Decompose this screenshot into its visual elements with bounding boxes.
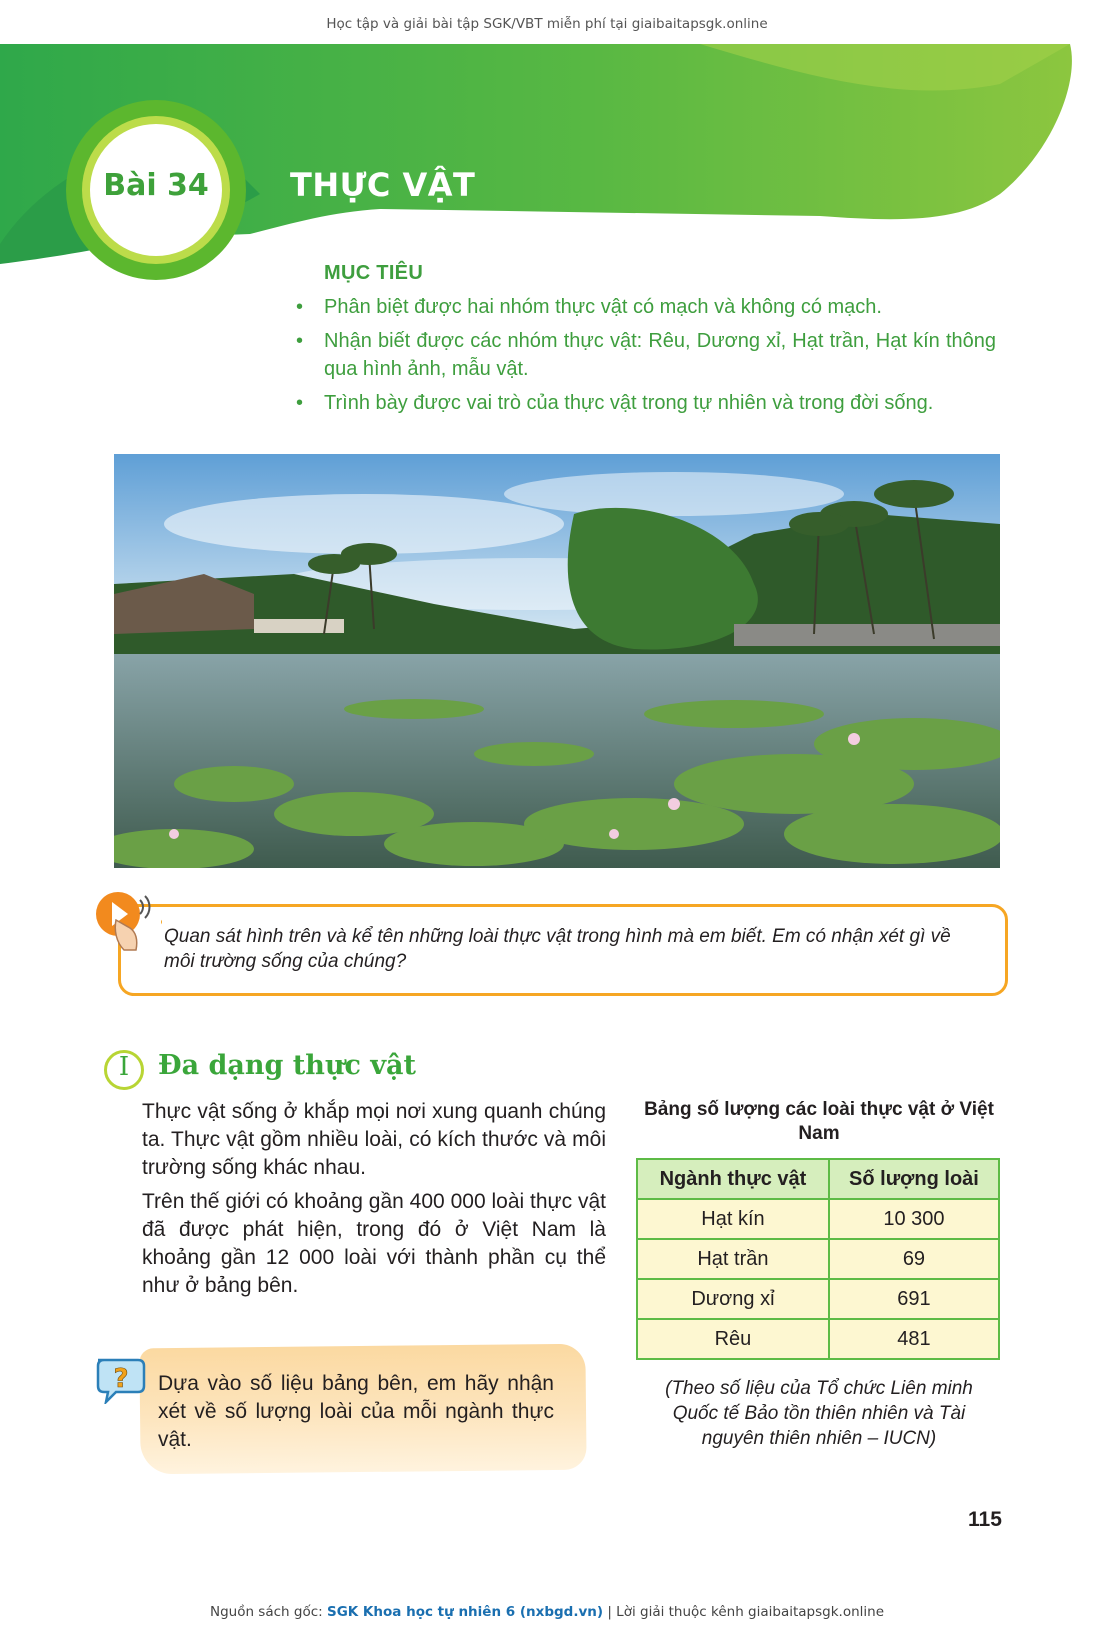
lesson-title: THỰC VẬT (290, 166, 476, 204)
table-cell: Dương xỉ (637, 1279, 829, 1319)
body-paragraph: Trên thế giới có khoảng gần 400 000 loài thực vật đã được phát hiện, trong đó ở Việt Nam là khoảng gần 12 000 loài với thành phần cụ thể như ở bảng bên. (142, 1190, 606, 1297)
hand-pointer-icon (90, 884, 162, 956)
table-cell: Hạt trần (637, 1239, 829, 1279)
table-header-cell: Số lượng loài (829, 1159, 999, 1199)
table-cell: 691 (829, 1279, 999, 1319)
lake-photo (114, 454, 1000, 868)
question-icon-glyph: ? (113, 1364, 129, 1394)
table-cell: 481 (829, 1319, 999, 1359)
table-cell: 10 300 (829, 1199, 999, 1239)
objective-item: • Nhận biết được các nhóm thực vật: Rêu, Dương xỉ, Hạt trần, Hạt kín thông qua hình ảnh, mẫu vật. (292, 327, 996, 383)
footer-prefix: Nguồn sách gốc: (209, 1604, 327, 1620)
table-row (637, 1279, 999, 1319)
species-table (636, 1158, 1000, 1360)
body-paragraph: Thực vật sống ở khắp mọi nơi xung quanh chúng ta. Thực vật gồm nhiều loài, có kích thước và môi trường sống khác nhau. (142, 1100, 606, 1179)
observe-text: Quan sát hình trên và kể tên những loài thực vật trong hình mà em biết. Em có nhận xét gì về môi trường sống của chúng? (164, 926, 951, 972)
table-cell: Hạt kín (637, 1199, 829, 1239)
table-cell: 69 (829, 1239, 999, 1279)
question-text: Dựa vào số liệu bảng bên, em hãy nhận xét về số lượng loài của mỗi ngành thực vật. (158, 1372, 554, 1451)
table-row (637, 1239, 999, 1279)
table-cell: Rêu (637, 1319, 829, 1359)
objectives-section (292, 262, 996, 423)
lesson-number: Bài 34 (103, 168, 209, 203)
table-header-row (637, 1159, 999, 1199)
section-number: I (118, 1052, 130, 1082)
footer-suffix: | Lời giải thuộc kênh giaibaitapsgk.online (603, 1604, 885, 1620)
section-body (142, 1098, 606, 1306)
table-row (637, 1319, 999, 1359)
objective-item: • Trình bày được vai trò của thực vật trong tự nhiên và trong đời sống. (292, 389, 996, 417)
objectives-list (292, 293, 996, 417)
question-mark-icon (94, 1356, 150, 1404)
section-title: Đa dạng thực vật (158, 1050, 417, 1081)
table-caption: Bảng số lượng các loài thực vật ở Việt Nam (644, 1099, 994, 1144)
table-source-note: (Theo số liệu của Tổ chức Liên minh Quốc tế Bảo tồn thiên nhiên và Tài nguyên thiên nhiên – IUCN) (665, 1378, 973, 1449)
objectives-heading: MỤC TIÊU (324, 262, 424, 284)
table-row (637, 1199, 999, 1239)
footer-book-link[interactable]: SGK Khoa học tự nhiên 6 (nxbgd.vn) (326, 1604, 604, 1620)
footer-source (0, 1604, 1094, 1620)
objective-item: • Phân biệt được hai nhóm thực vật có mạch và không có mạch. (292, 293, 996, 321)
page-number: 115 (968, 1508, 1002, 1531)
header-source-text: Học tập và giải bài tập SGK/VBT miễn phí tại giaibaitapsgk.online (326, 16, 768, 32)
table-header-cell: Ngành thực vật (637, 1159, 829, 1199)
